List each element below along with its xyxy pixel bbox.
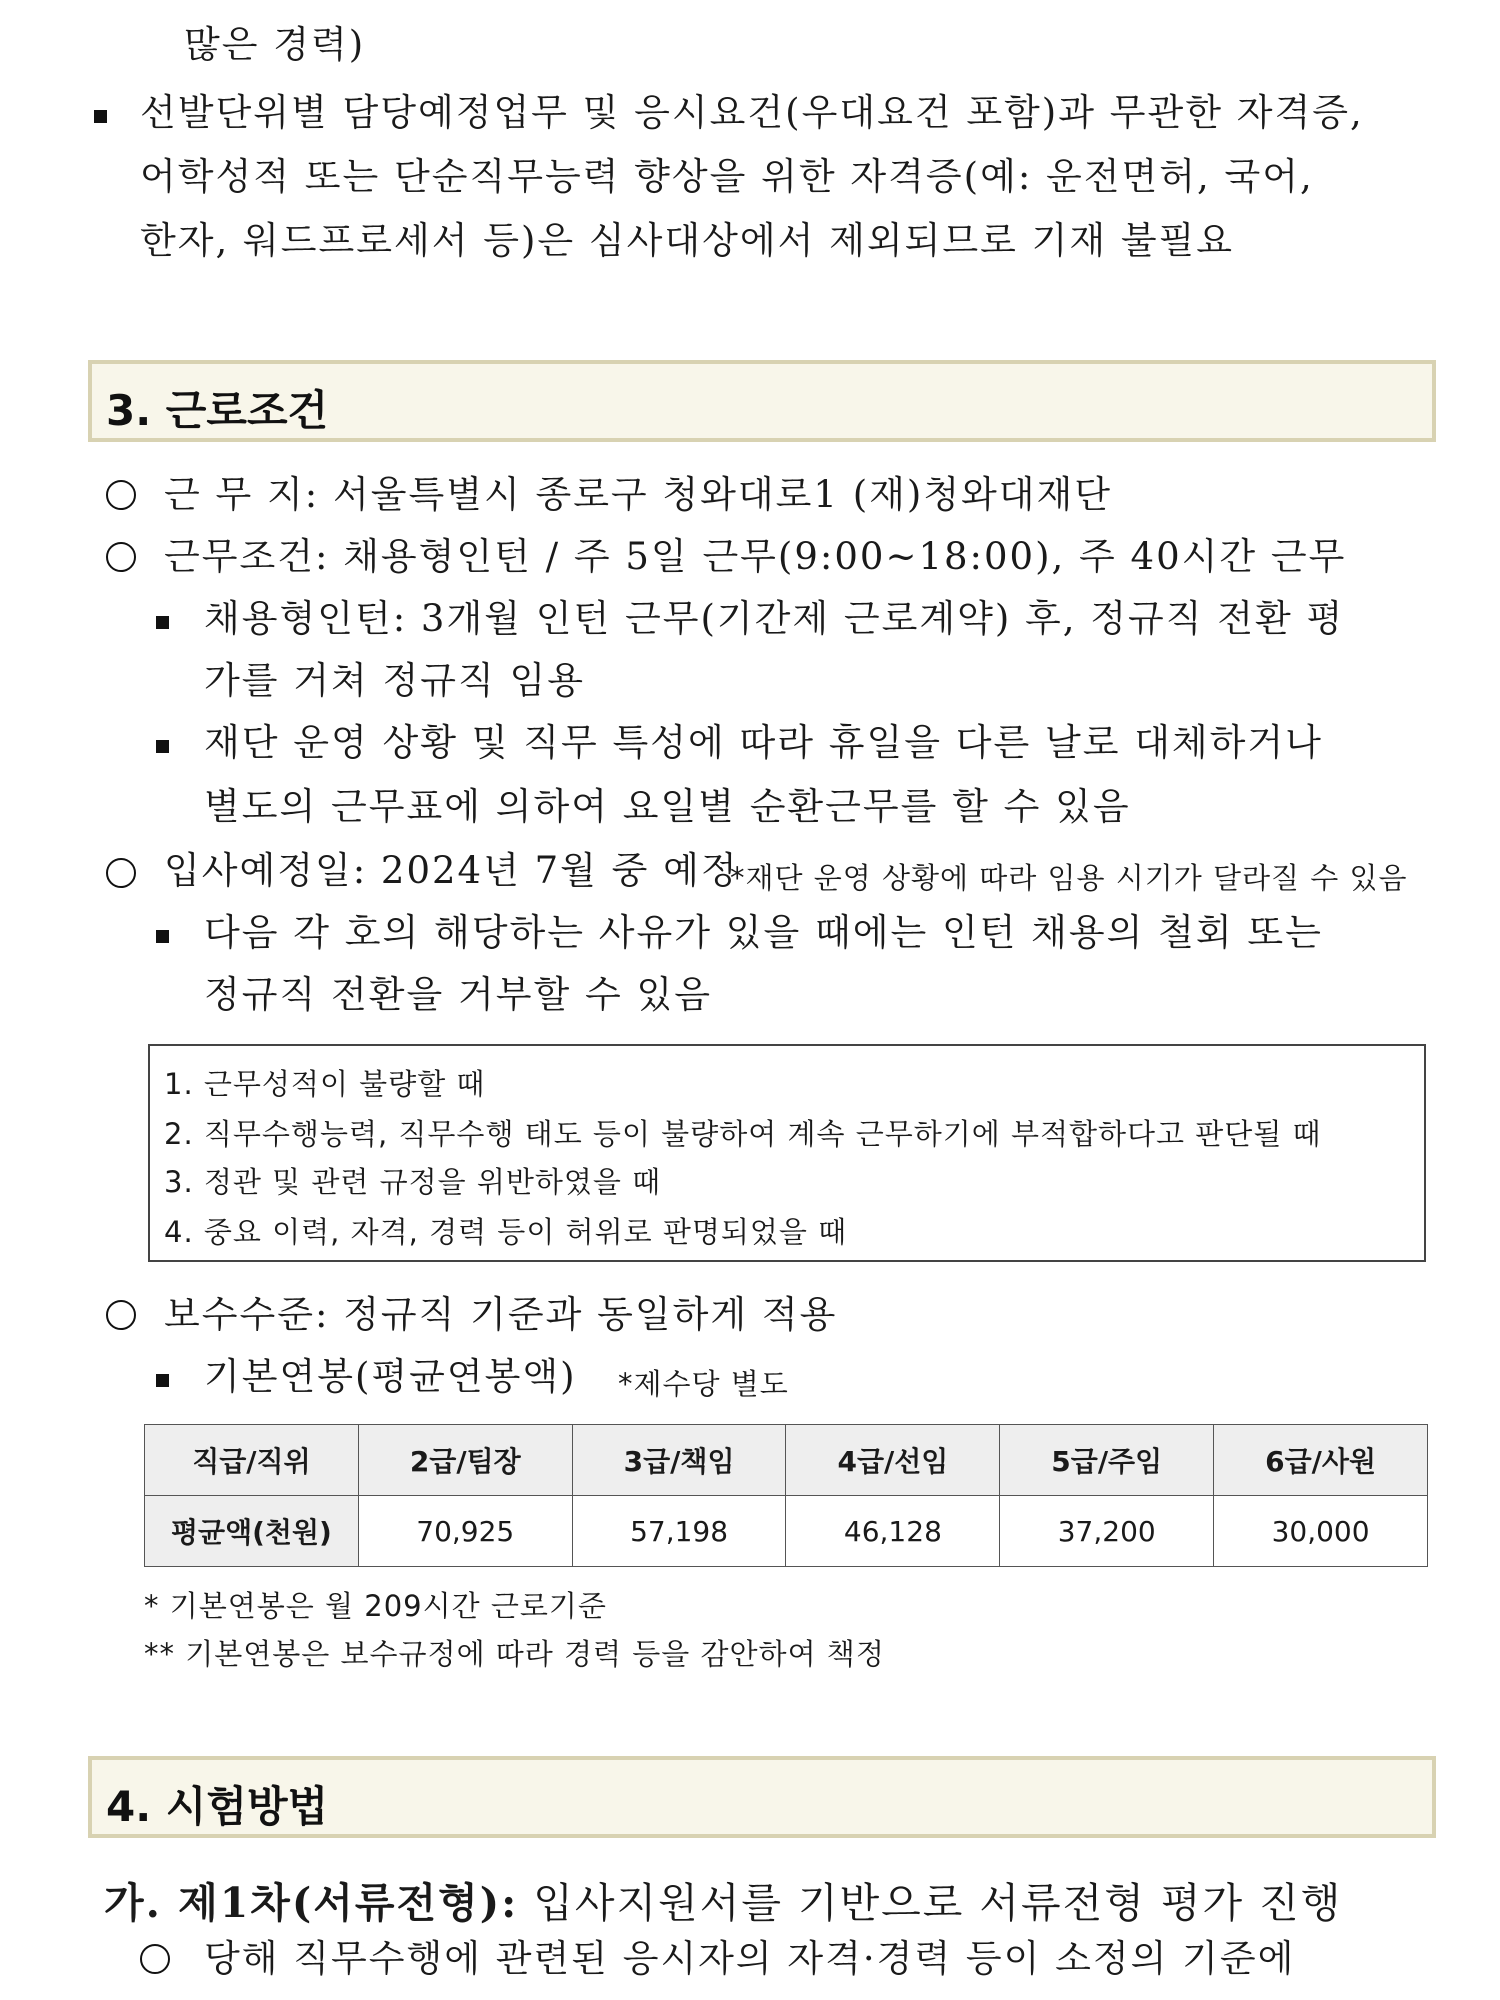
revocation-text-line: 정규직 전환을 거부할 수 있음 xyxy=(204,973,712,1016)
bullet-text-line: 어학성적 또는 단순직무능력 향상을 위한 자격증(예: 운전면허, 국어, xyxy=(140,155,1314,198)
section-title: 3. 근로조건 xyxy=(106,386,329,435)
square-bullet-icon xyxy=(156,1374,169,1387)
reasons-box xyxy=(148,1044,1426,1262)
section-title: 4. 시험방법 xyxy=(106,1782,329,1831)
continued-text: 많은 경력) xyxy=(184,23,366,66)
workplace-text: 근 무 지: 서울특별시 종로구 청와대로1 (재)청와대재단 xyxy=(164,473,1113,516)
table-cell: 46,128 xyxy=(786,1496,1000,1567)
base-salary-text: 기본연봉(평균연봉액) xyxy=(204,1355,577,1398)
table-header-cell: 6급/사원 xyxy=(1214,1425,1428,1496)
intern-text-line: 가를 거쳐 정규직 임용 xyxy=(204,659,585,702)
table-cell: 57,198 xyxy=(572,1496,786,1567)
stage-item-text: 당해 직무수행에 관련된 응시자의 자격·경력 등이 소정의 기준에 xyxy=(204,1937,1296,1980)
bullet-text-line: 선발단위별 담당예정업무 및 응시요건(우대요건 포함)과 무관한 자격증, xyxy=(140,91,1364,134)
table-row-header: 평균액(천원) xyxy=(145,1496,359,1567)
table-header-cell: 5급/주임 xyxy=(1000,1425,1214,1496)
square-bullet-icon xyxy=(156,930,169,943)
square-bullet-icon xyxy=(156,616,169,629)
start-date-text: 입사예정일: 2024년 7월 중 예정 xyxy=(164,849,739,892)
stage-label: 가. 제1차(서류전형): xyxy=(104,1879,519,1927)
intern-text-line: 채용형인턴: 3개월 인턴 근무(기간제 근로계약) 후, 정규직 전환 평 xyxy=(204,597,1345,640)
reason-item: 4. 중요 이력, 자격, 경력 등이 허위로 판명되었을 때 xyxy=(164,1215,848,1249)
table-cell: 37,200 xyxy=(1000,1496,1214,1567)
base-salary-note: *제수당 별도 xyxy=(618,1367,789,1401)
section-header xyxy=(88,360,1436,442)
start-date-note: *재단 운영 상황에 따라 임용 시기가 달라질 수 있음 xyxy=(730,861,1408,895)
table-cell: 30,000 xyxy=(1214,1496,1428,1567)
square-bullet-icon xyxy=(94,110,107,123)
square-bullet-icon xyxy=(156,740,169,753)
circle-bullet-icon xyxy=(106,858,136,888)
salary-table xyxy=(144,1424,1428,1567)
footnote: * 기본연봉은 월 209시간 근로기준 xyxy=(144,1589,607,1623)
reason-item: 2. 직무수행능력, 직무수행 태도 등이 불량하여 계속 근무하기에 부적합하다고 판단될 때 xyxy=(164,1117,1322,1151)
circle-bullet-icon xyxy=(106,542,136,572)
pay-level-text: 보수수준: 정규직 기준과 동일하게 적용 xyxy=(164,1293,838,1336)
table-header-cell: 3급/책임 xyxy=(572,1425,786,1496)
stage-description: 입사지원서를 기반으로 서류전형 평가 진행 xyxy=(533,1879,1343,1927)
table-header-row xyxy=(145,1425,1428,1496)
reason-item: 3. 정관 및 관련 규정을 위반하였을 때 xyxy=(164,1165,662,1199)
table-header-cell: 4급/선임 xyxy=(786,1425,1000,1496)
stage-heading xyxy=(104,1870,1342,1929)
footnote: ** 기본연봉은 보수규정에 따라 경력 등을 감안하여 책정 xyxy=(144,1637,885,1671)
circle-bullet-icon xyxy=(106,480,136,510)
reason-item: 1. 근무성적이 불량할 때 xyxy=(164,1067,486,1101)
work-conditions-text: 근무조건: 채용형인턴 / 주 5일 근무(9:00~18:00), 주 40시간 근무 xyxy=(164,535,1347,578)
section-header xyxy=(88,1756,1436,1838)
bullet-text-line: 한자, 워드프로세서 등)은 심사대상에서 제외되므로 기재 불필요 xyxy=(140,219,1235,262)
circle-bullet-icon xyxy=(140,1944,170,1974)
revocation-text-line: 다음 각 호의 해당하는 사유가 있을 때에는 인턴 채용의 철회 또는 xyxy=(204,911,1323,954)
table-cell: 70,925 xyxy=(358,1496,572,1567)
table-header-cell: 2급/팀장 xyxy=(358,1425,572,1496)
table-header-cell: 직급/직위 xyxy=(145,1425,359,1496)
circle-bullet-icon xyxy=(106,1300,136,1330)
shift-text-line: 별도의 근무표에 의하여 요일별 순환근무를 할 수 있음 xyxy=(204,785,1131,828)
shift-text-line: 재단 운영 상황 및 직무 특성에 따라 휴일을 다른 날로 대체하거나 xyxy=(204,721,1323,764)
table-row xyxy=(145,1496,1428,1567)
